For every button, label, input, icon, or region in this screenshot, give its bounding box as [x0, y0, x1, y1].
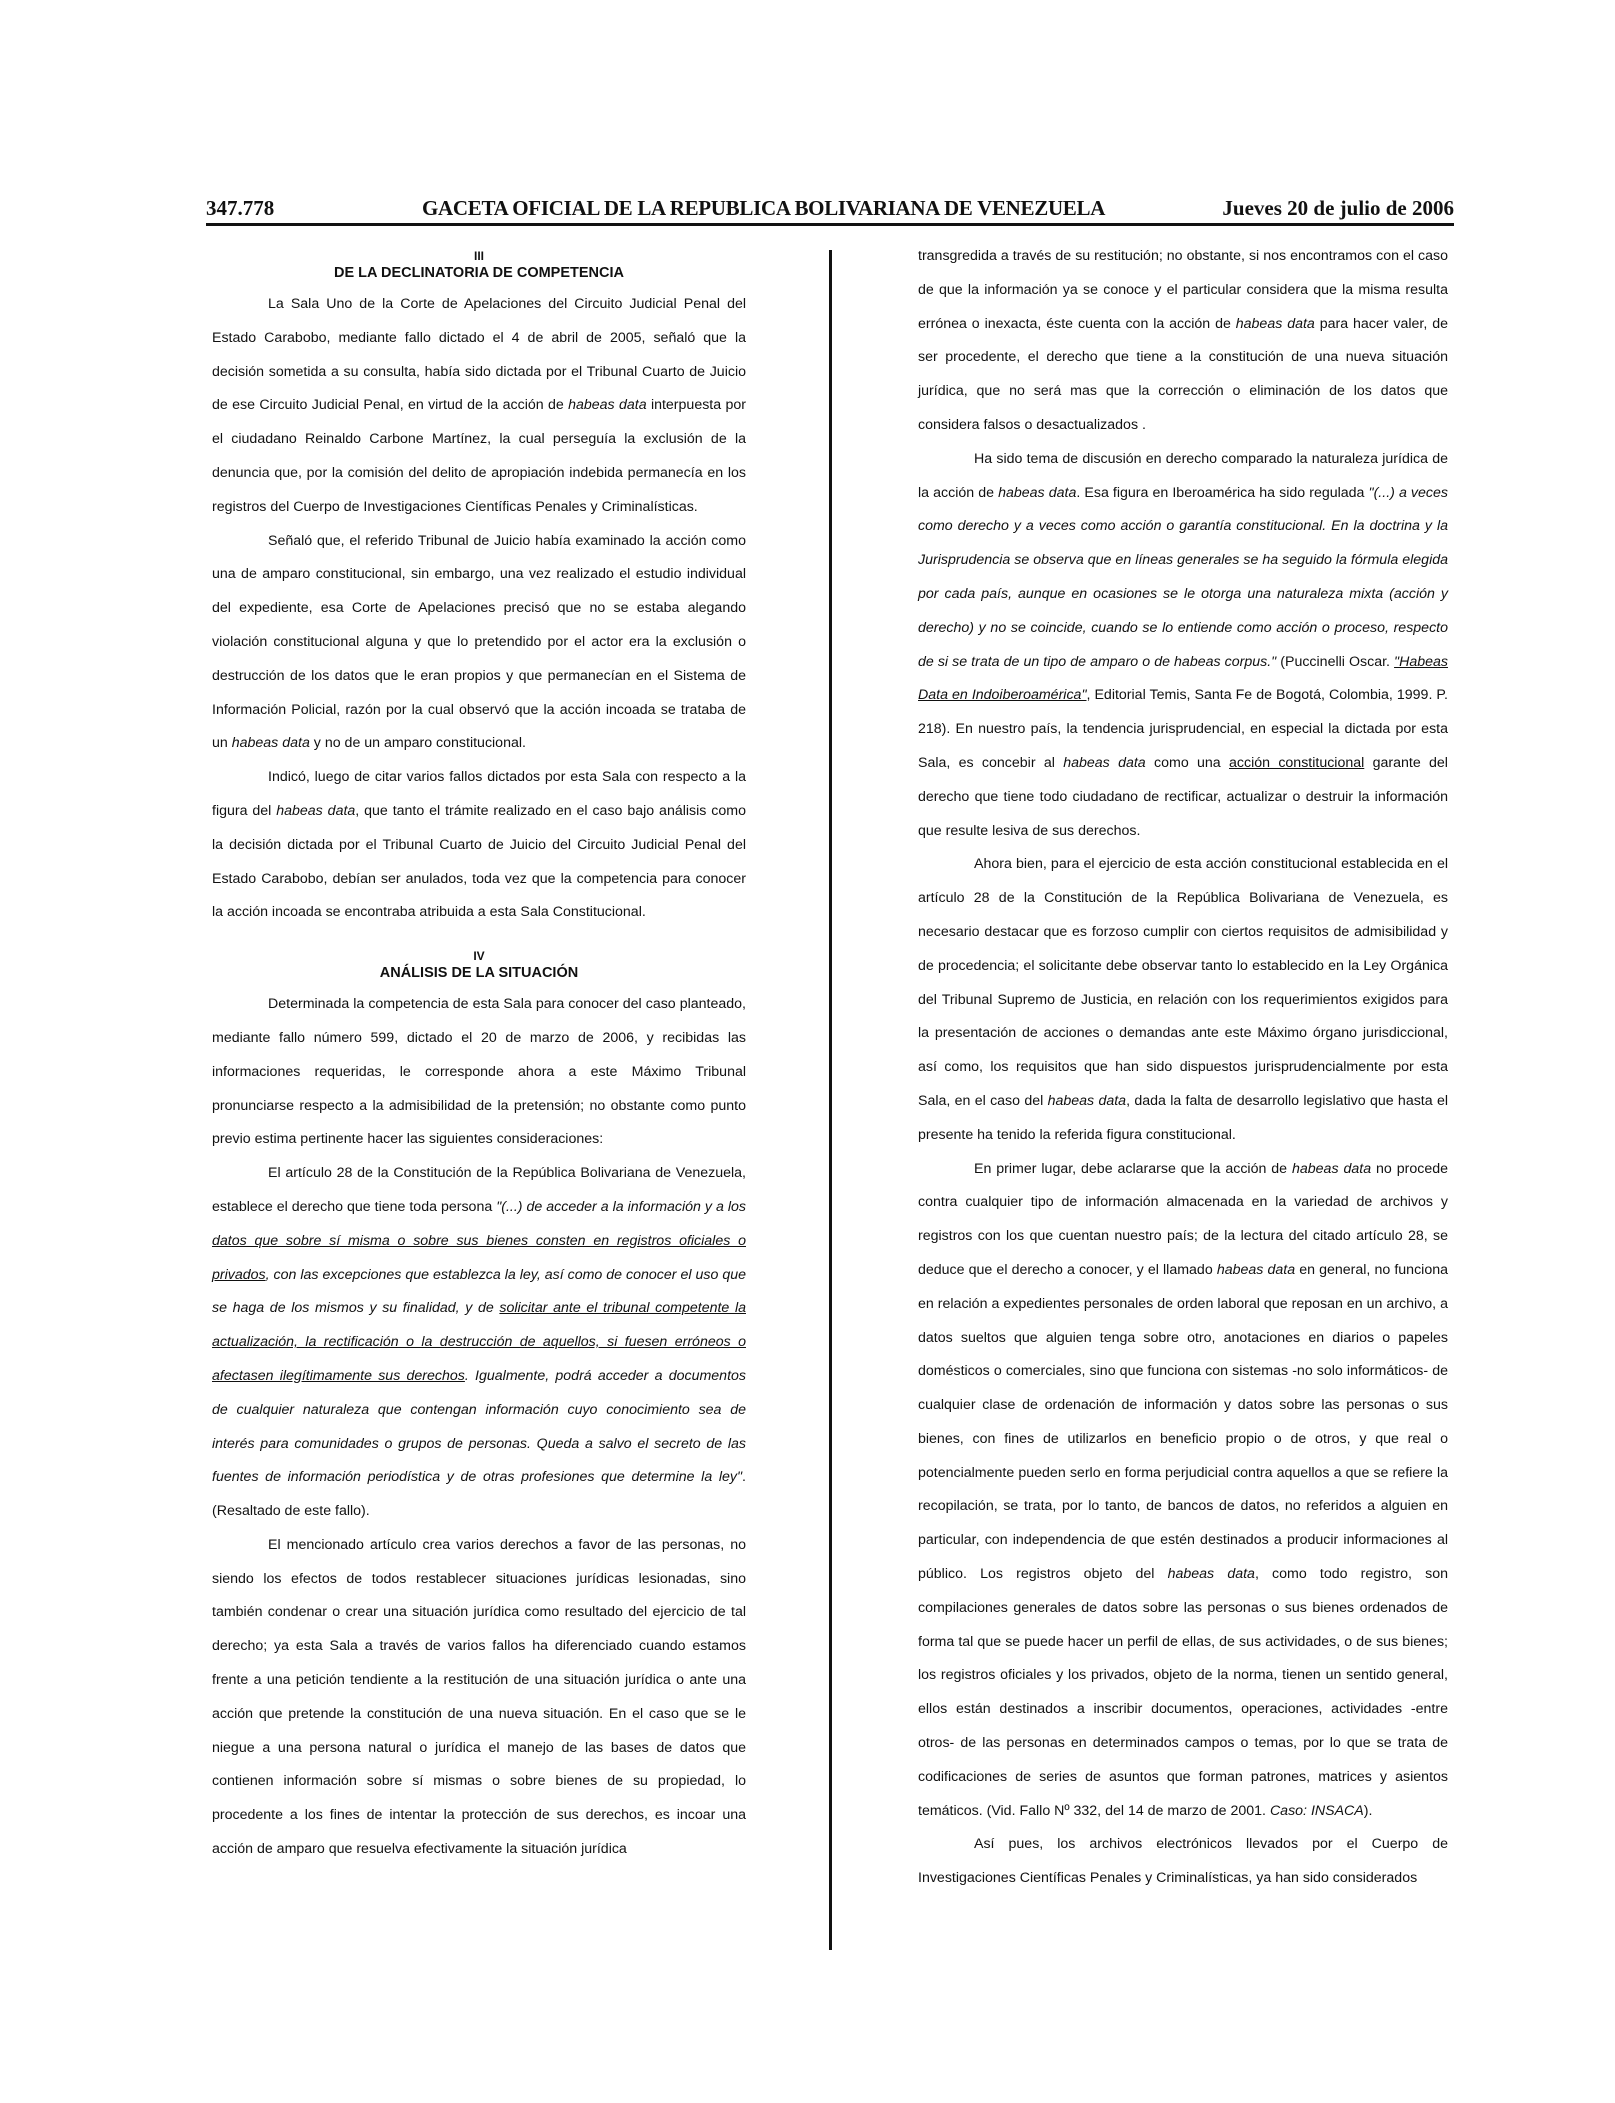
- paragraph: transgredida a través de su restitución; no obstante, si nos encontramos con el caso de que la información ya se conoce y el particular considera que la misma resulta errónea o inexacta, éste cuenta con la acción de habeas data para hacer valer, de ser procedente, el derecho que tiene a la constitución de una nueva situación jurídica, que no será mas que la corrección o eliminación de los datos que considera falsos o desactualizados .: [918, 248, 1448, 433]
- section-number: IV: [473, 949, 485, 964]
- header-rule: [206, 223, 1454, 226]
- right-column: [918, 240, 1448, 1896]
- gazette-title: GACETA OFICIAL DE LA REPUBLICA BOLIVARIANA DE VENEZUELA: [422, 196, 1106, 220]
- paragraph-quote: El artículo 28 de la Constitución de la República Bolivariana de Venezuela, establece el derecho que tiene toda persona "(...) de acceder a la información y a los datos que sobre sí misma o sobre sus bienes consten en registros oficiales o privados, con las excepciones que establezca la ley, así como de conocer el uso que se haga de los mismos y su finalidad, y de solicitar ante el tribunal competente la actualización, la rectificación o la destrucción de aquellos, si fuesen erróneos o afectasen ilegítimamente sus derechos. Igualmente, podrá acceder a documentos de cualquier naturaleza que contengan información cuyo conocimiento sea de interés para comunidades o grupos de personas. Queda a salvo el secreto de las fuentes de información periodística y de otras profesiones que determine la ley".(Resaltado de este fallo).: [212, 1165, 746, 1520]
- paragraph: Determinada la competencia de esta Sala para conocer del caso planteado, mediante fallo número 599, dictado el 20 de marzo de 2006, y recibidas las informaciones requeridas, le corresponde ahora a este Máximo Tribunal pronunciarse respecto a la admisibilidad de la pretensión; no obstante como punto previo estima pertinente hacer las siguientes consideraciones:: [212, 996, 746, 1148]
- column-divider: [829, 250, 832, 1950]
- paragraph: El mencionado artículo crea varios derechos a favor de las personas, no siendo los efectos de todos restablecer situaciones jurídicas lesionadas, sino también condenar o crear una situación jurídica como resultado del ejercicio de tal derecho; ya esta Sala a través de varios fallos ha diferenciado cuando estamos frente a una petición tendiente a la restitución de una situación jurídica o ante una acción que pretende la constitución de una nueva situación. En el caso que se le niegue a una persona natural o jurídica el manejo de las bases de datos que contienen información sobre sí mismas o sobre bienes de su propiedad, lo procedente a los fines de intentar la protección de sus derechos, es incoar una acción de amparo que resuelva efectivamente la situación jurídica: [212, 1536, 746, 1858]
- paragraph: Así pues, los archivos electrónicos llevados por el Cuerpo de Investigaciones Científicas Penales y Criminalísticas, ya han sido considerados: [918, 1836, 1448, 1887]
- left-column: [212, 246, 746, 1867]
- paragraph: Ha sido tema de discusión en derecho comparado la naturaleza jurídica de la acción de habeas data. Esa figura en Iberoamérica ha sido regulada "(...) a veces como derecho y a veces como acción o garantía constitucional. En la doctrina y la Jurisprudencia se observa que en líneas generales se ha seguido la fórmula elegida por cada país, aunque en ocasiones se le otorga una naturaleza mixta (acción y derecho) y no se coincide, cuando se lo entiende como acción o proceso, respecto de si se trata de un tipo de amparo o de habeas corpus." (Puccinelli Oscar. "Habeas Data en Indoiberoamérica", Editorial Temis, Santa Fe de Bogotá, Colombia, 1999. P. 218). En nuestro país, la tendencia jurisprudencial, en especial la dictada por esta Sala, es concebir al habeas data como una acción constitucional garante del derecho que tiene todo ciudadano de rectificar, actualizar o destruir la información que resulte lesiva de sus derechos.: [918, 450, 1448, 839]
- issue-date: Jueves 20 de julio de 2006: [1222, 196, 1454, 220]
- section-title: ANÁLISIS DE LA SITUACIÓN: [379, 965, 579, 982]
- section-number: III: [473, 249, 484, 263]
- paragraph: La Sala Uno de la Corte de Apelaciones del Circuito Judicial Penal del Estado Carabobo, mediante fallo dictado el 4 de abril de 2005, señaló que la decisión sometida a su consulta, había sido dictada por el Tribunal Cuarto de Juicio de ese Circuito Judicial Penal, en virtud de la acción de habeas data interpuesta por el ciudadano Reinaldo Carbone Martínez, la cual perseguía la exclusión de la denuncia que, por la comisión del delito de apropiación indebida permanecía en los registros del Cuerpo de Investigaciones Científicas Penales y Criminalísticas.: [212, 296, 746, 515]
- paragraph: Ahora bien, para el ejercicio de esta acción constitucional establecida en el artículo 28 de la Constitución de la República Bolivariana de Venezuela, es necesario destacar que es forzoso cumplir con ciertos requisitos de admisibilidad y de procedencia; el solicitante debe observar tanto lo establecido en la Ley Orgánica del Tribunal Supremo de Justicia, en relación con los requerimientos exigidos para la presentación de acciones o demandas ante este Máximo órgano jurisdiccional, así como, los requisitos que han sido dispuestos jurisprudencialmente por esta Sala, en el caso del habeas data, dada la falta de desarrollo legislativo que hasta el presente ha tenido la referida figura constitucional.: [918, 856, 1448, 1143]
- gazette-header: [206, 196, 1454, 224]
- paragraph: Señaló que, el referido Tribunal de Juicio había examinado la acción como una de amparo constitucional, sin embargo, una vez realizado el estudio individual del expediente, esa Corte de Apelaciones precisó que no se estaba alegando violación constitucional alguna y que lo pretendido por el actor era la exclusión o destrucción de los datos que le eran propios y que permanecían en el Sistema de Información Policial, razón por la cual observó que la acción incoada se trataba de un habeas data y no de un amparo constitucional.: [212, 532, 746, 752]
- paragraph: Indicó, luego de citar varios fallos dictados por esta Sala con respecto a la figura del habeas data, que tanto el trámite realizado en el caso bajo análisis como la decisión dictada por el Tribunal Cuarto de Juicio del Circuito Judicial Penal del Estado Carabobo, debían ser anulados, toda vez que la competencia para conocer la acción incoada se encontraba atribuida a esta Sala Constitucional.: [212, 769, 746, 921]
- paragraph: En primer lugar, debe aclararse que la acción de habeas data no procede contra cualquier tipo de información almacenada en la variedad de archivos y registros con los que cuentan nuestro país; de la lectura del citado artículo 28, se deduce que el derecho a conocer, y el llamado habeas data en general, no funciona en relación a expedientes personales de orden laboral que reposan en un archivo, a datos sueltos que alguien tenga sobre otro, anotaciones en diarios o papeles domésticos o comerciales, sino que funciona con sistemas -no solo informáticos- de cualquier clase de ordenación de información y datos sobre las personas o sus bienes, con fines de utilizarlos en beneficio propio o de otros, y que real o potencialmente pueden serlo en forma perjudicial contra aquellos a que se refiere la recopilación, se trata, por lo tanto, de bancos de datos, no referidos a alguien en particular, con independencia de que estén destinados a producir informaciones al público. Los registros objeto del habeas data, como todo registro, son compilaciones generales de datos sobre las personas o sus bienes ordenados de forma tal que se puede hacer un perfil de ellas, de sus actividades, o de sus bienes; los registros oficiales y los privados, objeto de la norma, tienen un sentido general, ellos están destinados a inscribir documentos, operaciones, actividades -entre otros- de las personas en determinados campos o temas, por lo que se trata de codificaciones de series de asuntos que forman patrones, matrices y asientos temáticos. (Vid. Fallo Nº 332, del 14 de marzo de 2001. Caso: INSACA).: [918, 1160, 1449, 1819]
- section-title: DE LA DECLINATORIA DE COMPETENCIA: [333, 265, 624, 281]
- page-number: 347.778: [206, 196, 275, 220]
